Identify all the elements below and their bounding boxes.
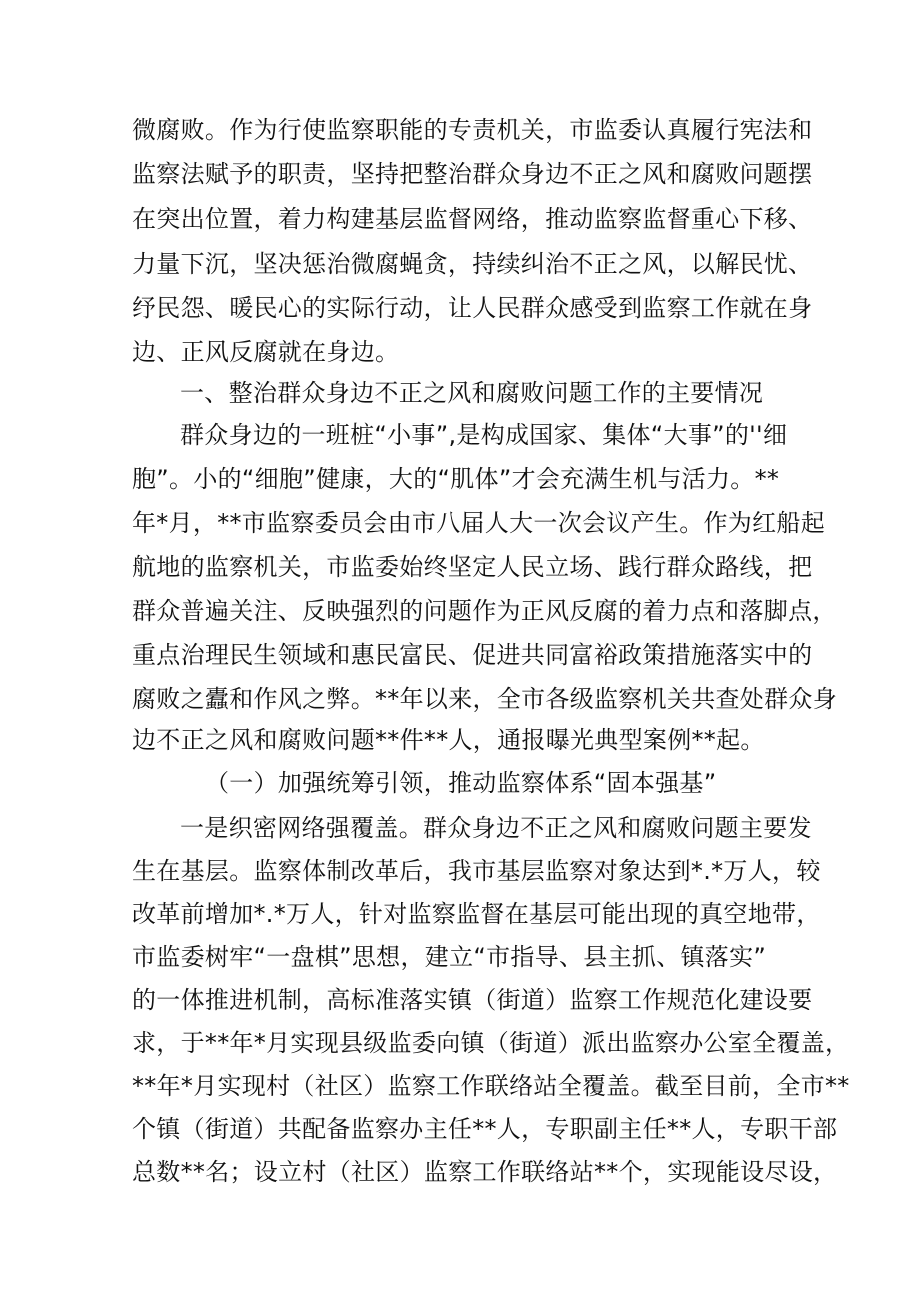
text-line: 年*月，**市监察委员会由市八届人大一次会议产生。作为红船起 (132, 509, 825, 537)
text-line: 力量下沉，坚决惩治微腐蝇贪，持续纠治不正之风，以解民忧、 (132, 250, 813, 278)
text-line: **年*月实现村（社区）监察工作联络站全覆盖。截至目前，全市** (132, 1072, 850, 1100)
subsection-heading: （一）加强统筹引领，推动监察体系“固本强基” (205, 769, 717, 797)
section-heading: 一、整治群众身边不正之风和腐败问题工作的主要情况 (180, 379, 764, 407)
text-line: 监察法赋予的职责，坚持把整治群众身边不正之风和腐败问题摆 (132, 160, 813, 188)
text-line: 的一体推进机制，高标准落实镇（街道）监察工作规范化建设要 (132, 986, 813, 1014)
text-line: 群众身边的一班桩“小事”,是构成国家、集体“大事”的''细 (180, 421, 788, 449)
text-line: 微腐败。作为行使监察职能的专责机关，市监委认真履行宪法和 (132, 116, 813, 144)
text-line: 求，于**年*月实现县级监委向镇（街道）派出监察办公室全覆盖， (132, 1029, 850, 1057)
text-line: 群众普遍关注、反映强烈的问题作为正风反腐的着力点和落脚点， (132, 597, 837, 625)
text-line: 纾民怨、暖民心的实际行动，让人民群众感受到监察工作就在身 (132, 294, 813, 322)
text-line: 航地的监察机关，市监委始终坚定人民立场、践行群众路线，把 (132, 553, 813, 581)
text-line: 总数**名；设立村（社区）监察工作联络站**个，实现能设尽设， (132, 1158, 838, 1186)
text-line: 一是织密网络强覆盖。群众身边不正之风和腐败问题主要发 (180, 814, 812, 842)
text-line: 胞”。小的“细胞”健康，大的“肌体”才会充满生机与活力。** (132, 465, 780, 493)
text-line: 腐败之蠹和作风之弊。**年以来，全市各级监察机关共查处群众身 (132, 685, 837, 713)
text-line: 个镇（街道）共配备监察办主任**人，专职副主任**人，专职干部 (132, 1115, 838, 1143)
text-line: 生在基层。监察体制改革后，我市基层监察对象达到*.*万人，较 (132, 857, 821, 885)
text-line: 在突出位置，着力构建基层监督网络，推动监察监督重心下移、 (132, 205, 813, 233)
text-line: 重点治理民生领域和惠民富民、促进共同富裕政策措施落实中的 (132, 641, 813, 669)
text-line: 边、正风反腐就在身边。 (132, 338, 400, 366)
text-line: 市监委树牢“一盘棋”思想，建立“市指导、县主抓、镇落实” (132, 943, 767, 971)
text-line: 改革前增加*.*万人，针对监察监督在基层可能出现的真空地带， (132, 900, 821, 928)
text-line: 边不正之风和腐败问题**件**人，通报曝光典型案例**起。 (132, 726, 765, 754)
